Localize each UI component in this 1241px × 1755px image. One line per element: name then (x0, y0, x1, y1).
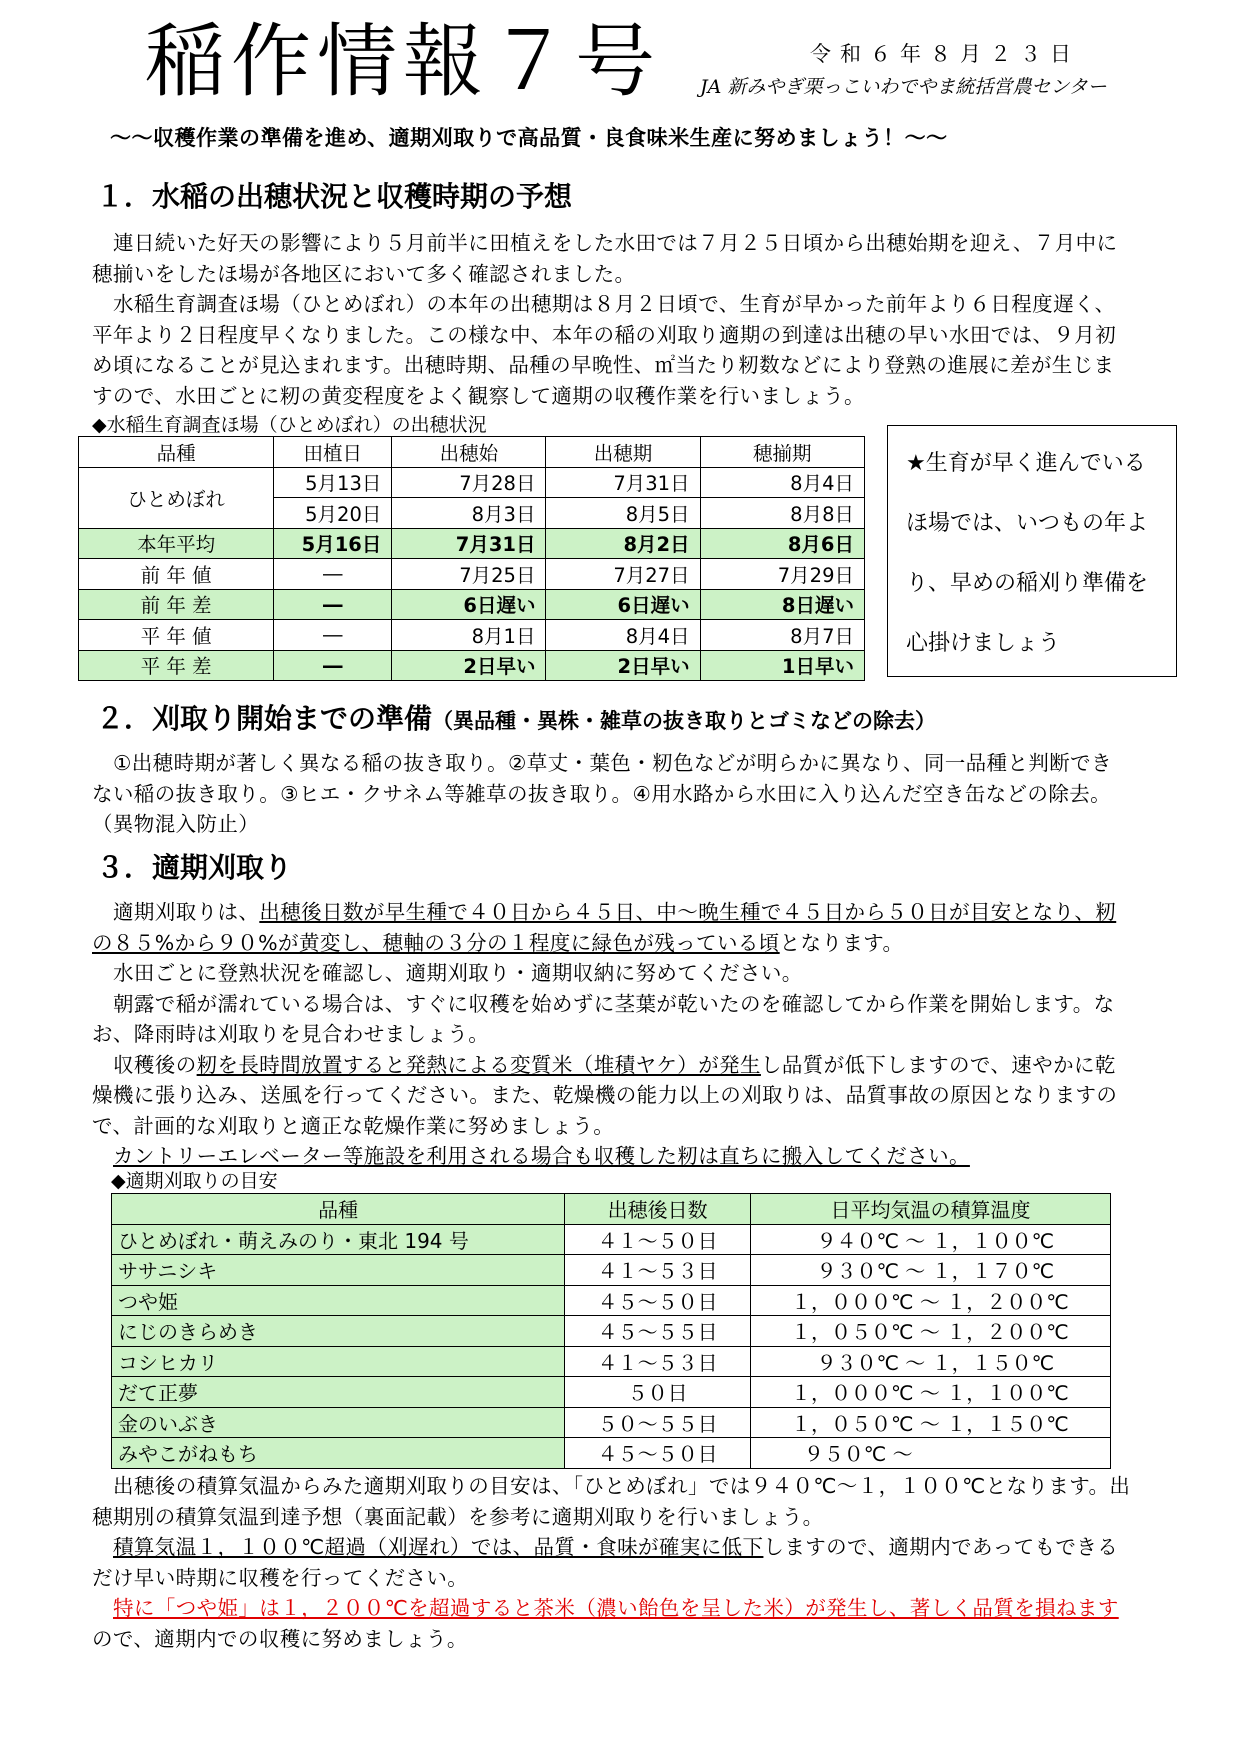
table-row (79, 559, 865, 590)
paragraph (92, 1050, 1132, 1142)
variety-cell: だて正夢 (112, 1377, 565, 1408)
days-cell: ４１～５３日 (565, 1346, 751, 1377)
table-cell: 5月13日 (274, 467, 392, 498)
paragraph: ①出穂時期が著しく異なる稲の抜き取り。②草丈・葉色・籾色などが明らかに異なり、同一品種と判断できない稲の抜き取り。③ヒエ・クサネム等雑草の抜き取り。④用水路から水田に入り込んだ空き缶などの除去。（異物混入防止） (92, 751, 1112, 836)
section-2-body (92, 748, 1132, 840)
slogan: ～～収穫作業の準備を進め、適期刈取りで高品質・良食味米生産に努めましょう！～～ (110, 126, 948, 150)
table-row (79, 528, 865, 559)
underlined-text: 出穂後日数が早生種で４０日から４５日、中～晩生種で４５日から５０日が目安となり、籾の８５%から９０%が黄変し、穂軸の３分の１程度に緑色が残っている頃 (92, 900, 1117, 955)
days-cell: ４５～５５日 (565, 1316, 751, 1347)
variety-cell: 金のいぶき (112, 1407, 565, 1438)
table-header-row (112, 1194, 1111, 1225)
table-cell: 8月4日 (700, 467, 864, 498)
table-row (79, 589, 865, 620)
table-cell: ― (274, 559, 392, 590)
column-header: 品種 (79, 437, 274, 468)
table-cell: ― (274, 620, 392, 651)
temperature-cell: １，０００℃ ～ １，１００℃ (751, 1377, 1111, 1408)
table-cell: 7月31日 (392, 528, 546, 559)
variety-cell: ひとめぼれ (79, 467, 274, 528)
days-cell: ５０～５５日 (565, 1407, 751, 1438)
paragraph: 朝露で稲が濡れている場合は、すぐに収穫を始めずに茎葉が乾いたのを確認してから作業を開始します。なお、降雨時は刈取りを見合わせましょう。 (92, 991, 1115, 1046)
advice-note-box: ★生育が早く進んでいるほ場では、いつもの年より、早めの稲刈り準備を心掛けましょう (887, 425, 1177, 677)
paragraph (92, 1532, 1132, 1593)
paragraph: 水田ごとに登熟状況を確認し、適期刈取り・適期収納に努めてください。 (113, 961, 803, 985)
table-cell: ― (274, 650, 392, 681)
table-cell: 7月29日 (700, 559, 864, 590)
section-2-heading (96, 697, 936, 737)
table-cell: 5月20日 (274, 498, 392, 529)
row-label: 前 年 値 (79, 559, 274, 590)
table-cell: 8月4日 (546, 620, 700, 651)
table-row (112, 1316, 1111, 1347)
row-label: 前 年 差 (79, 589, 274, 620)
paragraph: 水稲生育調査ほ場（ひとめぼれ）の本年の出穂期は８月２日頃で、生育が早かった前年より６日程度遅く、平年より２日程度早くなりました。この様な中、本年の稲の刈取り適期の到達は出穂の早い水田では、９月初め頃になることが見込まれます。出穂時期、品種の早晩性、㎡当たり籾数などにより登熟の進展に差が生じますので、水田ごとに籾の黄変程度をよく観察して適期の収穫作業を行いましょう。 (92, 292, 1117, 408)
column-header: 出穂期 (546, 437, 700, 468)
table-cell: 7月27日 (546, 559, 700, 590)
paragraph (92, 897, 1132, 958)
temperature-cell: ９３０℃ ～ １，１５０℃ (751, 1346, 1111, 1377)
paragraph: 連日続いた好天の影響により５月前半に田植えをした水田では７月２５日頃から出穂始期を迎え、７月中に穂揃いをしたほ場が各地区において多く確認されました。 (92, 231, 1118, 286)
table-row (79, 467, 865, 498)
text: となります。 (779, 930, 904, 955)
section-2-title: ２．刈取り開始までの準備 (96, 702, 433, 735)
temperature-cell: ９４０℃ ～ １，１００℃ (751, 1224, 1111, 1255)
temperature-cell: ９５０℃ ～ (751, 1438, 1111, 1469)
table-row (112, 1346, 1111, 1377)
table-cell: 8月7日 (700, 620, 864, 651)
table-cell: 6日遅い (546, 589, 700, 620)
table-caption: ◆適期刈取りの目安 (111, 1170, 278, 1192)
variety-cell: にじのきらめき (112, 1316, 565, 1347)
warning-text: 特に「つや姫」は１，２００℃を超過すると茶米（濃い飴色を呈した米）が発生し、著しく品質を損ねます (113, 1596, 1119, 1620)
table-row (112, 1255, 1111, 1286)
table-cell: 1日早い (700, 650, 864, 681)
column-header: 出穂始 (392, 437, 546, 468)
section-2-subtitle: （異品種・異株・雑草の抜き取りとゴミなどの除去） (432, 709, 937, 733)
days-cell: ４５～５０日 (565, 1285, 751, 1316)
variety-cell: コシヒカリ (112, 1346, 565, 1377)
organization-name: JA 新みやぎ栗っこいわでやま統括営農センター (700, 76, 1107, 98)
column-header: 出穂後日数 (565, 1194, 751, 1225)
table-cell: 8月2日 (546, 528, 700, 559)
underlined-text: カントリーエレベーター等施設を利用される場合も収穫した籾は直ちに搬入してください。 (113, 1144, 970, 1168)
table-cell: 2日早い (546, 650, 700, 681)
section-3-heading: ３．適期刈取り (96, 851, 293, 884)
variety-cell: ひとめぼれ・萌えみのり・東北 194 号 (112, 1224, 565, 1255)
text: ので、適期内での収穫に努めましょう。 (92, 1626, 468, 1651)
table-row (112, 1407, 1111, 1438)
table-cell: 8月5日 (546, 498, 700, 529)
paragraph (92, 1593, 1132, 1654)
text: 適期刈取りは、 (113, 900, 260, 924)
table-row (112, 1224, 1111, 1255)
table-cell: 5月16日 (274, 528, 392, 559)
table-cell: 7月25日 (392, 559, 546, 590)
issue-date: 令和６年８月２３日 (810, 42, 1080, 66)
row-label: 平 年 値 (79, 620, 274, 651)
underlined-text: 籾を長時間放置すると発熱による変質米（堆積ヤケ）が発生 (196, 1052, 761, 1077)
days-cell: ４１～５３日 (565, 1255, 751, 1286)
table-header-row (79, 437, 865, 468)
row-label: 平 年 差 (79, 650, 274, 681)
table-cell: 7月31日 (546, 467, 700, 498)
days-cell: ４５～５０日 (565, 1438, 751, 1469)
table-row (79, 650, 865, 681)
column-header: 穂揃期 (700, 437, 864, 468)
column-header: 日平均気温の積算温度 (751, 1194, 1111, 1225)
table-cell: ― (274, 589, 392, 620)
table-row (79, 620, 865, 651)
temperature-cell: １，０５０℃ ～ １，１５０℃ (751, 1407, 1111, 1438)
table-row (112, 1377, 1111, 1408)
text: 収穫後の (113, 1052, 197, 1077)
variety-cell: つや姫 (112, 1285, 565, 1316)
table-row (112, 1438, 1111, 1469)
table-cell: 8月1日 (392, 620, 546, 651)
column-header: 品種 (112, 1194, 565, 1225)
section-1-body (92, 228, 1132, 411)
text: しますので、適期内であってもできるだけ早い時期に収穫を行ってください。 (92, 1535, 1119, 1590)
section-1-heading: １．水稲の出穂状況と収穫時期の予想 (96, 180, 573, 213)
temperature-cell: ９３０℃ ～ １，１７０℃ (751, 1255, 1111, 1286)
harvest-timing-table (111, 1193, 1111, 1469)
temperature-cell: １，０５０℃ ～ １，２００℃ (751, 1316, 1111, 1347)
table-caption: ◆水稲生育調査ほ場（ひとめぼれ）の出穂状況 (92, 414, 487, 436)
variety-cell: みやこがねもち (112, 1438, 565, 1469)
table-cell: 8日遅い (700, 589, 864, 620)
heading-status-table (78, 436, 865, 681)
temperature-cell: １，０００℃ ～ １，２００℃ (751, 1285, 1111, 1316)
underlined-text: 積算気温１，１００℃超過（刈遅れ）では、品質・食味が確実に低下 (113, 1535, 764, 1559)
section-3-body (92, 897, 1132, 1172)
row-label: 本年平均 (79, 528, 274, 559)
paragraph: 出穂後の積算気温からみた適期刈取りの目安は、「ひとめぼれ」では９４０℃～１，１００℃となります。出穂期別の積算気温到達予想（裏面記載）を参考に適期刈取りを行いましょう。 (92, 1474, 1131, 1529)
table-cell: 8月3日 (392, 498, 546, 529)
table-cell: 7月28日 (392, 467, 546, 498)
table-cell: 6日遅い (392, 589, 546, 620)
table-cell: 2日早い (392, 650, 546, 681)
days-cell: ４１～５０日 (565, 1224, 751, 1255)
table-row (112, 1285, 1111, 1316)
text: し品質が低下しますので、速やかに乾燥機に張り込み、送風を行ってください。また、乾燥機の能力以上の刈取りは、品質事故の原因となりますので、計画的な刈取りと適正な乾燥作業に努めましょう。 (92, 1052, 1118, 1138)
variety-cell: ササニシキ (112, 1255, 565, 1286)
table-cell: 8月8日 (700, 498, 864, 529)
section-3-footer (92, 1471, 1132, 1654)
table-cell: 8月6日 (700, 528, 864, 559)
page-title: 稲作情報７号 (145, 15, 661, 108)
days-cell: ５０日 (565, 1377, 751, 1408)
column-header: 田植日 (274, 437, 392, 468)
